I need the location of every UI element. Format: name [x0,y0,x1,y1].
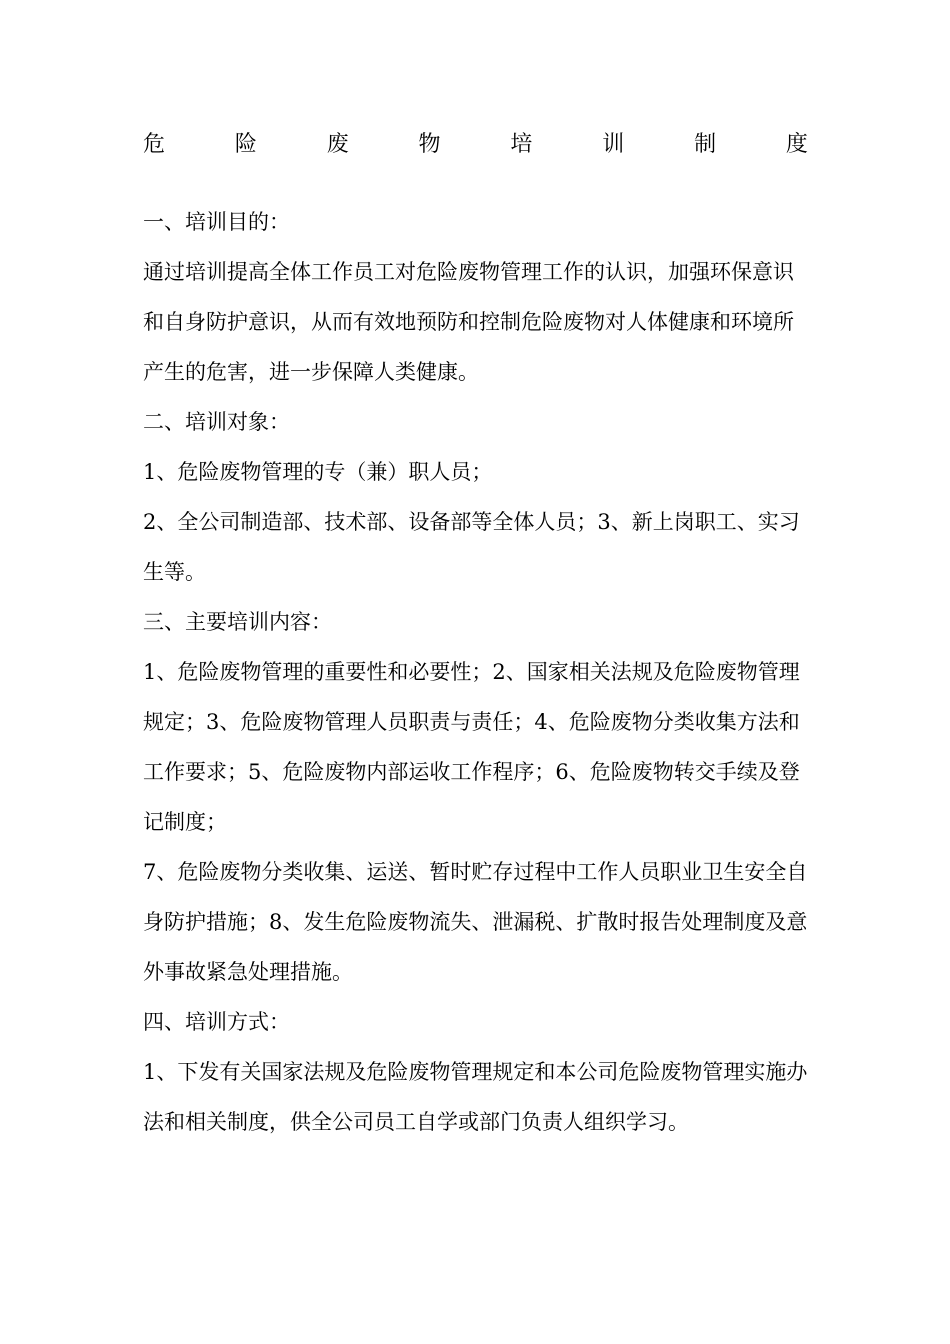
section-heading-audience: 二、培训对象： [143,410,290,434]
body-line: 外事故紧急处理措施。 [143,960,353,984]
body-line: 记制度； [143,810,227,834]
document-body [143,197,808,1147]
body-line: 产生的危害，进一步保障人类健康。 [143,360,479,384]
body-line: 身防护措施；8、发生危险废物流失、泄漏税、扩散时报告处理制度及意 [143,910,808,934]
section-heading-method: 四、培训方式： [143,1010,290,1034]
section-heading-content: 三、主要培训内容： [143,610,332,634]
body-line: 规定；3、危险废物管理人员职责与责任；4、危险废物分类收集方法和 [143,710,800,734]
title-char: 物 [418,132,441,157]
body-line: 法和相关制度，供全公司员工自学或部门负责人组织学习。 [143,1110,689,1134]
body-line: 1、危险废物管理的重要性和必要性；2、国家相关法规及危险废物管理 [143,660,800,684]
body-line: 工作要求；5、危险废物内部运收工作程序；6、危险废物转交手续及登 [143,760,800,784]
body-line: 和自身防护意识，从而有效地预防和控制危险废物对人体健康和环境所 [143,310,794,334]
body-line: 1、危险废物管理的专（兼）职人员； [143,460,493,484]
body-line: 1、下发有关国家法规及危险废物管理规定和本公司危险废物管理实施办 [143,1060,808,1084]
title-char: 培 [510,132,533,157]
body-line: 通过培训提高全体工作员工对危险废物管理工作的认识，加强环保意识 [143,260,794,284]
title-char: 度 [785,132,808,157]
title-char: 废 [326,132,349,157]
title-char: 危 [143,132,166,157]
document-title [143,128,808,162]
body-line: 2、全公司制造部、技术部、设备部等全体人员；3、新上岗职工、实习 [143,510,800,534]
body-line: 7、危险废物分类收集、运送、暂时贮存过程中工作人员职业卫生安全自 [143,860,808,884]
title-char: 训 [602,132,625,157]
title-char: 险 [234,132,257,157]
body-line: 生等。 [143,560,206,584]
section-heading-purpose: 一、培训目的： [143,210,290,234]
title-char: 制 [694,132,717,157]
